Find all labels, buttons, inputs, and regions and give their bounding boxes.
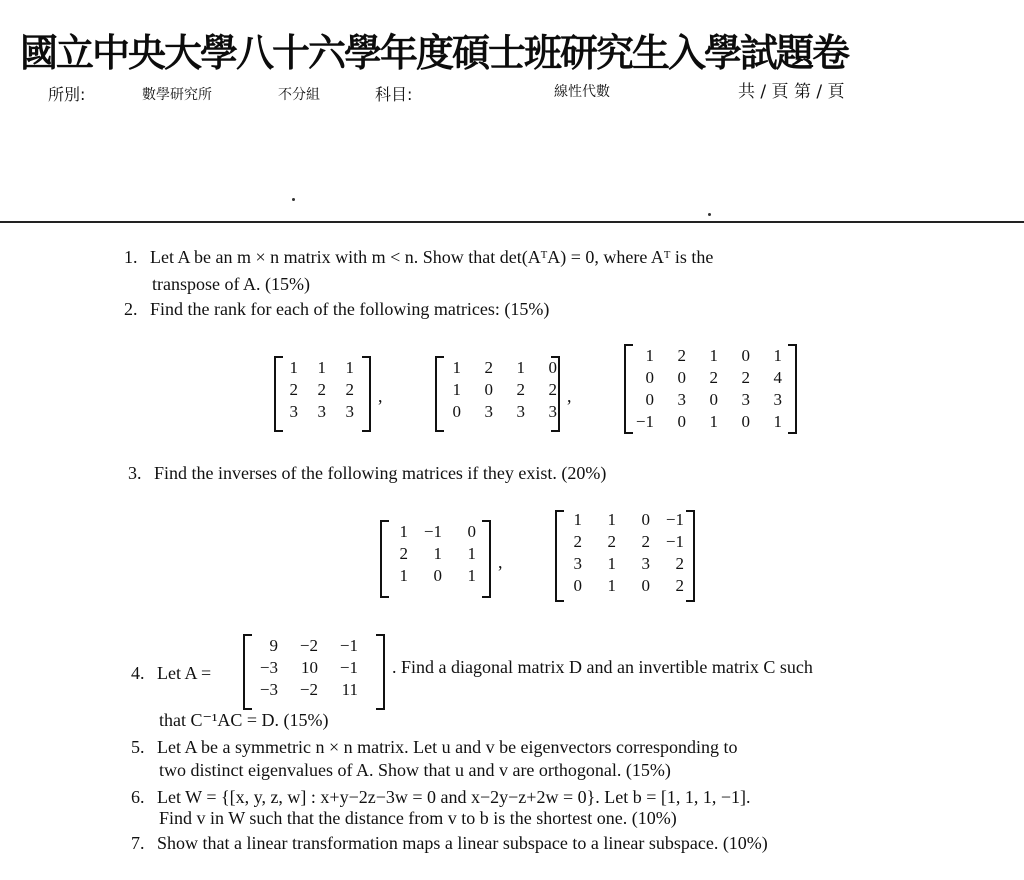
matrix-entry: 0: [645, 390, 654, 409]
question-text: Find the rank for each of the following matrices: (15%): [150, 299, 550, 319]
matrix-entry: 1: [773, 412, 782, 431]
matrix-separator: ,: [378, 386, 383, 406]
matrix-entry: 3: [317, 402, 326, 421]
matrix-entry: 0: [433, 566, 442, 585]
question-2: [124, 296, 549, 322]
matrix-entry: 0: [452, 402, 461, 421]
question-number: 5.: [131, 737, 145, 757]
matrix-entry: −1: [339, 658, 358, 677]
question-text: Let W = {[x, y, z, w] : x+y−2z−3w = 0 and x−2y−z+2w = 0}. Let b = [1, 1, 1, −1].: [157, 787, 751, 807]
matrix-entry: 2: [548, 380, 557, 399]
matrix-entry: 2: [607, 532, 616, 551]
question-1-cont: transpose of A. (15%): [152, 274, 310, 294]
question-number: 3.: [128, 463, 142, 483]
matrix-entry: 1: [607, 554, 616, 573]
matrix-entry: 1: [452, 380, 461, 399]
question-1: [124, 244, 713, 270]
scan-speck: [292, 198, 295, 201]
matrix-entry: 0: [548, 358, 557, 377]
matrix-entry: 3: [548, 402, 557, 421]
question-4-cont: that C⁻¹AC = D. (15%): [159, 710, 329, 730]
matrix-bracket-right: [362, 356, 371, 432]
matrix-entry: 1: [399, 566, 408, 585]
matrix-entry: 3: [289, 402, 298, 421]
matrix-q2-b: [443, 358, 557, 422]
matrix-entry: 0: [641, 510, 650, 529]
matrix-entry: 3: [741, 390, 750, 409]
question-5-cont: two distinct eigenvalues of A. Show that u and v are orthogonal. (15%): [159, 760, 671, 780]
matrix-entry: 0: [641, 576, 650, 595]
matrix-bracket-right: [551, 356, 560, 432]
matrix-entry: 0: [709, 390, 718, 409]
matrix-entry: 1: [573, 510, 582, 529]
matrix-entry: 0: [573, 576, 582, 595]
matrix-entry: 1: [399, 522, 408, 541]
matrix-entry: 2: [709, 368, 718, 387]
matrix-entry: 1: [773, 346, 782, 365]
matrix-entry: 0: [741, 346, 750, 365]
matrix-bracket-left: [274, 356, 283, 432]
matrix-entry: 0: [677, 412, 686, 431]
question-number: 2.: [124, 299, 138, 319]
dept-value: 數學研究所: [142, 87, 212, 103]
matrix-entry: 2: [675, 576, 684, 595]
matrix-entry: 2: [399, 544, 408, 563]
matrix-entry: −2: [299, 636, 318, 655]
matrix-entry: 2: [573, 532, 582, 551]
matrix-q4-A: [250, 636, 358, 700]
subject-label: 科目:: [375, 85, 413, 104]
matrix-entry: 0: [467, 522, 476, 541]
matrix-entry: 2: [317, 380, 326, 399]
matrix-entry: 3: [484, 402, 493, 421]
matrix-entry: 1: [345, 358, 354, 377]
question-4-suffix: . Find a diagonal matrix D and an invertible matrix C such: [392, 657, 813, 677]
matrix-entry: 1: [645, 346, 654, 365]
question-5: [131, 734, 738, 760]
exam-title: 國立中央大學八十六學年度碩士班研究生入學試題卷: [20, 31, 849, 75]
matrix-entry: −2: [299, 680, 318, 699]
matrix-entry: 0: [484, 380, 493, 399]
question-number: 7.: [131, 833, 145, 853]
matrix-entry: 0: [741, 412, 750, 431]
matrix-entry: 1: [607, 576, 616, 595]
matrix-entry: 2: [675, 554, 684, 573]
matrix-bracket-right: [376, 634, 385, 710]
question-4: [131, 660, 211, 686]
matrix-entry: 2: [741, 368, 750, 387]
matrix-bracket-right: [482, 520, 491, 598]
matrix-bracket-right: [686, 510, 695, 602]
matrix-entry: 3: [677, 390, 686, 409]
question-6: [131, 784, 751, 810]
page-count: 共 / 頁 第 / 頁: [738, 82, 845, 102]
matrix-entry: 1: [289, 358, 298, 377]
scan-speck: [708, 213, 711, 216]
matrix-q3-b: [562, 510, 684, 596]
matrix-entry: 3: [773, 390, 782, 409]
matrix-entry: 0: [677, 368, 686, 387]
matrix-entry: 3: [516, 402, 525, 421]
matrix-entry: 3: [573, 554, 582, 573]
matrix-entry: 3: [345, 402, 354, 421]
matrix-entry: 2: [516, 380, 525, 399]
group-value: 不分組: [278, 87, 320, 103]
matrix-entry: 11: [341, 680, 358, 699]
matrix-entry: 1: [467, 544, 476, 563]
matrix-entry: −1: [665, 532, 684, 551]
matrix-entry: 10: [301, 658, 318, 677]
question-text-prefix: Let A =: [157, 663, 212, 683]
matrix-separator: ,: [498, 552, 503, 572]
matrix-entry: 3: [641, 554, 650, 573]
matrix-q3-a: [388, 522, 476, 586]
matrix-entry: 4: [773, 368, 782, 387]
matrix-entry: 1: [607, 510, 616, 529]
matrix-entry: 1: [709, 346, 718, 365]
question-text: Let A be an m × n matrix with m < n. Show that det(AᵀA) = 0, where Aᵀ is the: [150, 247, 714, 267]
matrix-entry: 1: [709, 412, 718, 431]
matrix-entry: 2: [484, 358, 493, 377]
matrix-q2-a: [284, 358, 354, 422]
matrix-entry: 9: [269, 636, 278, 655]
question-text: Show that a linear transformation maps a linear subspace to a linear subspace. (10%): [157, 833, 768, 853]
matrix-entry: 1: [467, 566, 476, 585]
question-number: 6.: [131, 787, 145, 807]
matrix-entry: −3: [259, 658, 278, 677]
matrix-entry: 1: [516, 358, 525, 377]
matrix-bracket-right: [788, 344, 797, 434]
header-rule: [0, 221, 1024, 223]
matrix-entry: 1: [433, 544, 442, 563]
dept-label: 所別:: [48, 85, 86, 104]
question-text: Find the inverses of the following matrices if they exist. (20%): [154, 463, 607, 483]
question-number: 4.: [131, 663, 145, 683]
matrix-entry: 1: [452, 358, 461, 377]
matrix-entry: 0: [645, 368, 654, 387]
matrix-entry: 2: [289, 380, 298, 399]
matrix-entry: 1: [317, 358, 326, 377]
question-6-cont: Find v in W such that the distance from v to b is the shortest one. (10%): [159, 808, 677, 828]
matrix-entry: −1: [339, 636, 358, 655]
matrix-entry: 2: [345, 380, 354, 399]
matrix-entry: −3: [259, 680, 278, 699]
matrix-q2-c: [634, 346, 782, 432]
question-3: [128, 460, 606, 486]
matrix-entry: −1: [423, 522, 442, 541]
question-number: 1.: [124, 247, 138, 267]
question-text: Let A be a symmetric n × n matrix. Let u and v be eigenvectors corresponding to: [157, 737, 738, 757]
matrix-entry: 2: [677, 346, 686, 365]
matrix-entry: 2: [641, 532, 650, 551]
matrix-separator: ,: [567, 386, 572, 406]
subject-value: 線性代數: [554, 84, 610, 100]
matrix-bracket-left: [624, 344, 633, 434]
matrix-entry: −1: [635, 412, 654, 431]
question-7: [131, 830, 768, 856]
matrix-entry: −1: [665, 510, 684, 529]
